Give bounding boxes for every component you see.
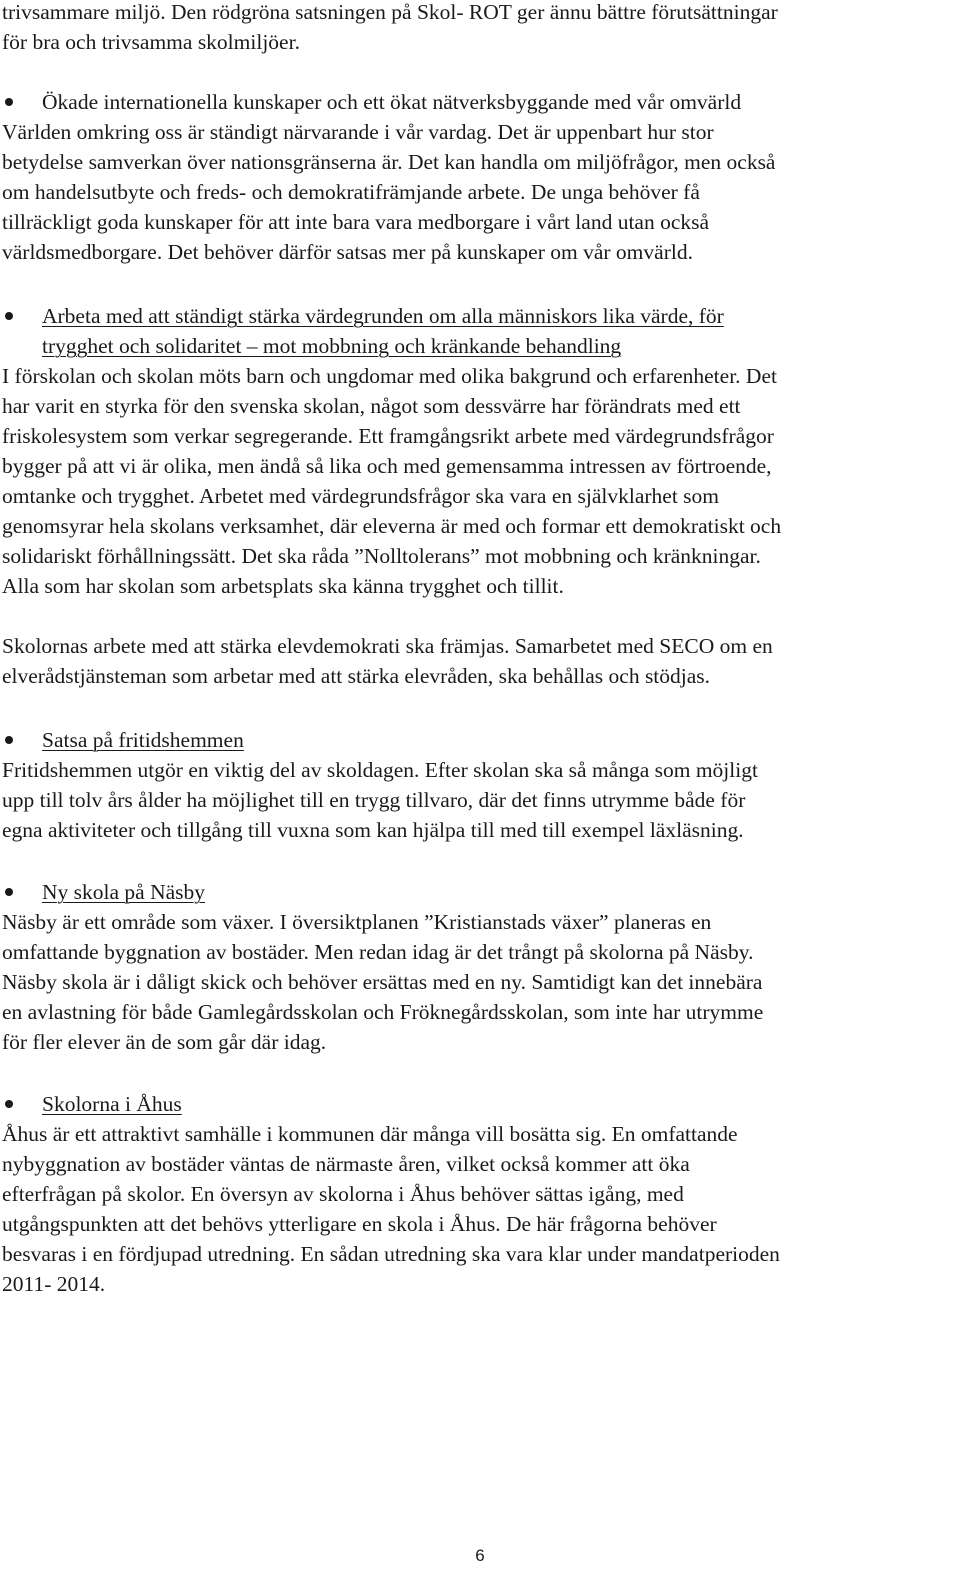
bullet-icon: [5, 888, 13, 896]
text-line: I förskolan och skolan möts barn och ungdomar med olika bakgrund och erfarenheter. Det: [2, 364, 777, 388]
text-line: trivsammare miljö. Den rödgröna satsningen på Skol- ROT ger ännu bättre förutsättningar: [2, 0, 778, 24]
heading-text: Skolorna i Åhus: [42, 1092, 182, 1116]
heading-text: Arbeta med att ständigt stärka värdegrunden om alla människors lika värde, för: [42, 304, 724, 328]
section-heading-continued: [2, 331, 952, 361]
text-line: besvaras i en fördjupad utredning. En sådan utredning ska vara klar under mandatperioden: [2, 1242, 780, 1266]
text-line: för fler elever än de som går där idag.: [2, 1030, 327, 1054]
heading-text: trygghet och solidaritet – mot mobbning och kränkande behandling: [42, 334, 622, 358]
text-line: Alla som har skolan som arbetsplats ska känna trygghet och tillit.: [2, 574, 564, 598]
text-line: Fritidshemmen utgör en viktig del av skoldagen. Efter skolan ska så många som möjligt: [2, 758, 758, 782]
text-line: nybyggnation av bostäder väntas de närmaste åren, vilket också kommer att öka: [2, 1152, 690, 1176]
bullet-icon: [5, 98, 13, 106]
bullet-icon: [5, 312, 13, 320]
text-line: världsmedborgare. Det behöver därför satsas mer på kunskaper om vår omvärld.: [2, 240, 693, 264]
heading-text: Satsa på fritidshemmen: [42, 728, 244, 752]
section-ahus: [2, 1089, 952, 1299]
intro-paragraph: [2, 0, 952, 57]
section-fritidshem: [2, 725, 952, 845]
text-line: Näsby skola är i dåligt skick och behöver ersättas med en ny. Samtidigt kan det innebära: [2, 970, 763, 994]
text-line: en avlastning för både Gamlegårdsskolan och Fröknegårdsskolan, som inte har utrymme: [2, 1000, 764, 1024]
bullet-icon: [5, 1100, 13, 1108]
text-line: elverådstjänsteman som arbetar med att stärka elevråden, ska behållas och stödjas.: [2, 664, 711, 688]
text-line: upp till tolv års ålder ha möjlighet till en trygg tillvaro, där det finns utrymme både för: [2, 788, 746, 812]
text-line: solidariskt förhållningssätt. Det ska råda ”Nolltolerans” mot mobbning och kränkningar.: [2, 544, 761, 568]
section-heading: [2, 725, 952, 755]
section-heading: [2, 87, 952, 117]
text-line: Världen omkring oss är ständigt närvarande i vår vardag. Det är uppenbart hur stor: [2, 120, 714, 144]
section-vardegrund: [2, 301, 952, 691]
text-line: har varit en styrka för den svenska skolan, något som dessvärre har förändrats med ett: [2, 394, 741, 418]
text-line: om handelsutbyte och freds- och demokratifrämjande arbete. De unga behöver få: [2, 180, 700, 204]
heading-text: Ökade internationella kunskaper och ett ökat nätverksbyggande med vår omvärld: [42, 90, 742, 114]
section-heading: [2, 301, 952, 331]
text-line: för bra och trivsamma skolmiljöer.: [2, 30, 300, 54]
text-line: 2011- 2014.: [2, 1272, 106, 1296]
bullet-icon: [5, 736, 13, 744]
section-nasby: [2, 877, 952, 1057]
text-line: Skolornas arbete med att stärka elevdemokrati ska främjas. Samarbetet med SECO om en: [2, 634, 773, 658]
section-heading: [2, 1089, 952, 1119]
text-line: betydelse samverkan över nationsgränserna är. Det kan handla om miljöfrågor, men också: [2, 150, 776, 174]
text-line: egna aktiviteter och tillgång till vuxna som kan hjälpa till med till exempel läxläsning.: [2, 818, 744, 842]
page-number: 6: [475, 1546, 485, 1565]
text-line: omtanke och trygghet. Arbetet med värdegrundsfrågor ska vara en självklarhet som: [2, 484, 720, 508]
text-line: bygger på att vi är olika, men ändå så lika och med gemensamma intressen av förtroende,: [2, 454, 772, 478]
text-line: Näsby är ett område som växer. I översiktplanen ”Kristianstads växer” planeras en: [2, 910, 712, 934]
text-line: efterfrågan på skolor. En översyn av skolorna i Åhus behöver sättas igång, med: [2, 1182, 684, 1206]
text-line: utgångspunkten att det behövs ytterligare en skola i Åhus. De här frågorna behöver: [2, 1212, 717, 1236]
text-line: genomsyrar hela skolans verksamhet, där eleverna är med och formar ett demokratiskt och: [2, 514, 782, 538]
text-line: friskolesystem som verkar segregerande. Ett framgångsrikt arbete med värdegrundsfrågor: [2, 424, 774, 448]
section-international: [2, 87, 952, 267]
section-heading: [2, 877, 952, 907]
text-line: omfattande byggnation av bostäder. Men redan idag är det trångt på skolorna på Näsby.: [2, 940, 754, 964]
heading-text: Ny skola på Näsby: [42, 880, 206, 904]
text-line: tillräckligt goda kunskaper för att inte bara vara medborgare i vårt land utan också: [2, 210, 710, 234]
text-line: Åhus är ett attraktivt samhälle i kommunen där många vill bosätta sig. En omfattande: [2, 1122, 738, 1146]
